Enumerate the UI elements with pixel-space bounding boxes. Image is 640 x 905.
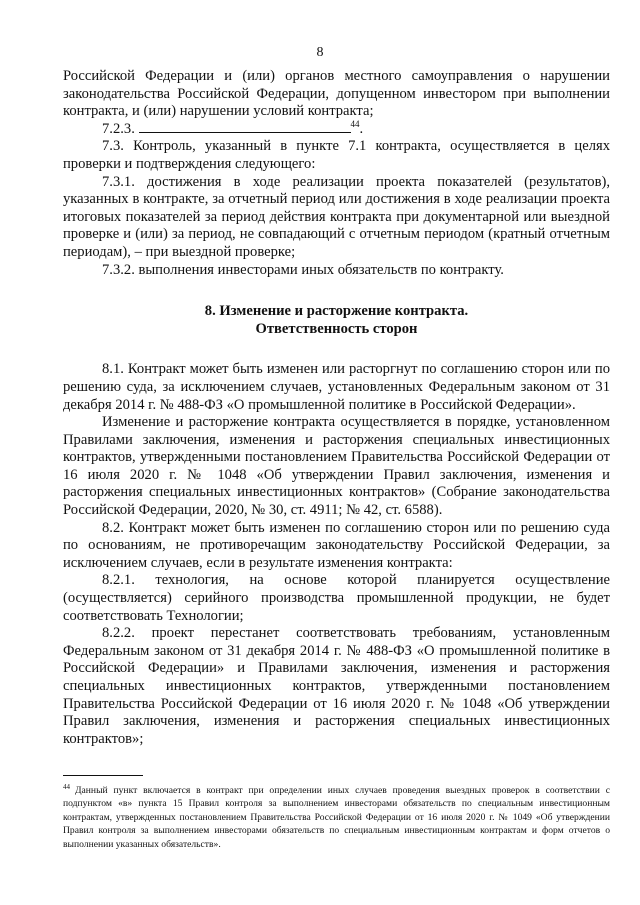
clause-7-3-1: 7.3.1. достижения в ходе реализации проекта показателей (результатов), указанных в контракте, за отчетный период или достижения в ходе реализации проекта итоговых показателей за период действия контракта при документарной или выездной проверке и (или) за период, не совпадающий с отчетным периодом (кратный отчетным периодам), – при выездной проверке; xyxy=(63,173,610,260)
page-number: 8 xyxy=(316,45,324,60)
clause-7-3-2: 7.3.2. выполнения инвесторами иных обязательств по контракту. xyxy=(102,261,504,278)
clause-8-2: 8.2. Контракт может быть изменен по соглашению сторон или по решению суда по основаниям, не противоречащим законодательству Российской Федерации, за исключением случаев, если в результате изменения контракта: xyxy=(63,519,610,571)
clause-7-3: 7.3. Контроль, указанный в пункте 7.1 контракта, осуществляется в целях проверки и подтверждения следующего: xyxy=(63,138,610,172)
footnote-mark: 44 xyxy=(63,782,70,791)
clause-8-2-1: 8.2.1. технология, на основе которой планируется осуществление (осуществляется) серийного производства промышленной продукции, не будет соответствовать Технологии; xyxy=(63,572,610,624)
clause-7-2-3 xyxy=(63,118,610,139)
document-body xyxy=(63,68,610,748)
paragraph-continuation: Российской Федерации и (или) органов местного самоуправления о нарушении законодательства Российской Федерации, допущенном инвестором при выполнении контракта, и (или) нарушении условий контракта; xyxy=(63,68,610,120)
clause-8-1-amendment: Изменение и расторжение контракта осуществляется в порядке, установленном Правилами заключения, изменения и расторжения специальных инвестиционных контрактов, утвержденными постановлением Правительства Российской Федерации от 16 июля 2020 г. № 1048 «Об утверждении Правил заключения, изменения и расторжения специальных инвестиционных контрактов» (Собрание законодательства Российской Федерации, 2020, № 30, ст. 4911; № 42, ст. 6588). xyxy=(63,414,610,519)
footnote xyxy=(63,784,610,851)
section-heading xyxy=(63,303,610,338)
clause-8-2-2: 8.2.2. проект перестанет соответствовать требованиям, установленным Федеральным законом от 31 декабря 2014 г. № 488-ФЗ «О промышленной политике в Российской Федерации» и Правилами заключения, изменения и расторжения специальных инвестиционных контрактов, утвержденными постановлением Правительства Российской Федерации от 16 июля 2020 г. № 1048 «Об утверждении Правил заключения, изменения и расторжения специальных инвестиционных контрактов»; xyxy=(63,625,610,747)
footnote-text: Данный пункт включается в контракт при определении иных случаев проведения выездных проверок в соответствии с подпунктом «в» пункта 15 Правил контроля за выполнением инвесторами обязательств по специальным инвестиционным контрактам, утвержденных постановлением Правительства Российской Федерации от 16 июля 2020 г. № 1049 «Об утверждении Правил контроля за выполнением инвесторами обязательств по специальным инвестиционным контрактам и форм отчетов о выполнении указанных обязательств». xyxy=(63,785,610,850)
footnote-separator xyxy=(63,775,143,776)
footnote-reference: 44 xyxy=(350,118,360,129)
clause-7-2-3-end: . xyxy=(359,120,364,137)
heading-line-2: Ответственность сторон xyxy=(255,320,418,337)
heading-line-1: 8. Изменение и расторжение контракта. xyxy=(204,303,469,320)
clause-8-1: 8.1. Контракт может быть изменен или расторгнут по соглашению сторон или по решению суда, за исключением случаев, установленных Федеральным законом от 31 декабря 2014 г. № 488-ФЗ «О промышленной политике в Российской Федерации». xyxy=(63,361,610,413)
clause-7-2-3-label: 7.2.3. xyxy=(102,120,135,137)
blank-fill-line xyxy=(139,121,351,133)
